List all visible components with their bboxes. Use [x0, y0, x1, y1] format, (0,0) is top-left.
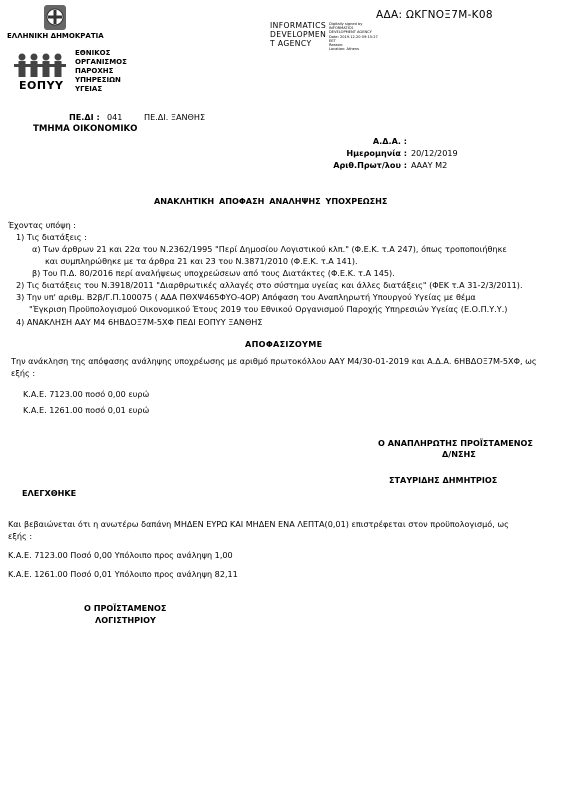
- country-name: ΕΛΛΗΝΙΚΗ ΔΗΜΟΚΡΑΤΙΑ: [7, 32, 104, 40]
- signer-line: INFORMATICS: [270, 21, 327, 30]
- signatory-name: ΣΤΑΥΡΙΔΗΣ ΔΗΜΗΤΡΙΟΣ: [389, 475, 498, 485]
- cert-line: Reason:: [329, 43, 344, 48]
- pedi-code: 041: [107, 112, 123, 122]
- clause-4: 4) ΑΝΑΚΛΗΣΗ ΑΑΥ Μ4 6ΗΒΔΟΞ7Μ-5ΧΦ ΠΕΔΙ ΕΟΠΥΥ ΞΑΝΘΗΣ: [16, 317, 263, 327]
- clause-3: 3) Την υπ' αριθμ. Β2β/Γ.Π.100075 ( ΑΔΑ ΠΘΧΨ465ΦΥΟ-4ΟΡ) Απόφαση του Αναπληρωτή Υπουργού Υγείας με θέμα: [16, 292, 476, 302]
- clause-3-cont: "Έγκριση Προϋπολογισμού Οικονομικού Έτους 2019 του Εθνικού Οργανισμού Παροχής Υπηρεσιών Υγείας (Ε.Ο.Π.Υ.Υ.): [29, 304, 508, 314]
- signatory-role: Ο ΑΝΑΠΛΗΡΩΤΗΣ ΠΡΟΪΣΤΑΜΕΝΟΣ: [378, 438, 533, 448]
- decision-text: Την ανάκληση της απόφασης ανάληψης υποχρέωσης με αριθμό πρωτοκόλλου ΑΑΥ Μ4/30-01-2019 και Α.Δ.Α. 6ΗΒΔΟΞ7Μ-5ΧΦ, ως: [11, 356, 537, 366]
- ada-label: Α.Δ.Α. :: [372, 136, 407, 146]
- greek-emblem-icon: [43, 4, 67, 31]
- org-line: ΟΡΓΑΝΙΣΜΟΣ: [75, 58, 127, 66]
- audit-text-cont: εξής :: [8, 531, 33, 541]
- org-line: ΕΘΝΙΚΟΣ: [75, 49, 111, 57]
- cert-line: INFORMATICS: [329, 26, 354, 31]
- audit-kae-line: Κ.Α.Ε. 1261.00 Ποσό 0,01 Υπόλοιπο προς ανάληψη 82,11: [8, 569, 238, 579]
- org-line: ΠΑΡΟΧΗΣ: [75, 67, 114, 75]
- cert-line: DEVELOPMENT AGENCY: [329, 30, 372, 35]
- decision-heading: ΑΠΟΦΑΣΙΖΟΥΜΕ: [245, 339, 323, 349]
- eopyy-logo: [11, 51, 69, 94]
- protocol-label: Αριθ.Πρωτ/λου :: [333, 160, 407, 170]
- signatory-role-cont: Δ/ΝΣΗΣ: [442, 449, 476, 459]
- decision-text-cont: εξής :: [11, 368, 36, 378]
- org-line: ΥΠΗΡΕΣΙΩΝ: [75, 76, 121, 84]
- clause-1a-cont: και συμπληρώθηκε με τα άρθρα 21 και 23 του Ν.3871/2010 (Φ.Ε.Κ. τ.Α 141).: [45, 256, 358, 266]
- checked-label: ΕΛΕΓΧΘΗΚΕ: [22, 488, 77, 498]
- cert-line: Date: 2019.12.20 09:15:27: [329, 34, 378, 39]
- date-value: 20/12/2019: [411, 148, 458, 158]
- clause-2: 2) Τις διατάξεις του Ν.3918/2011 "Διαρθρωτικές αλλαγές στο σύστημα υγείας και άλλες διατάξεις" (ΦΕΚ τ.Α 31-2/3/2011).: [16, 280, 523, 290]
- signer-name: [270, 21, 326, 49]
- kae-line: Κ.Α.Ε. 7123.00 ποσό 0,00 ευρώ: [23, 389, 150, 399]
- pedi-name: ΠΕ.ΔΙ. ΞΑΝΘΗΣ: [144, 112, 206, 122]
- intro-text: Έχοντας υπόψη :: [8, 220, 76, 230]
- protocol-value: ΑΑΑΥ Μ2: [411, 160, 448, 170]
- document-title: ΑΝΑΚΛΗΤΙΚΗ ΑΠΟΦΑΣΗ ΑΝΑΛΗΨΗΣ ΥΠΟΧΡΕΩΣΗΣ: [154, 196, 388, 206]
- signer-line: T AGENCY: [270, 39, 312, 49]
- kae-line: Κ.Α.Ε. 1261.00 ποσό 0,01 ευρώ: [23, 405, 150, 415]
- cert-line: Digitally signed by: [329, 22, 363, 26]
- accounting-head: Ο ΠΡΟΪΣΤΑΜΕΝΟΣ: [84, 603, 167, 613]
- cert-line: EET: [329, 38, 336, 43]
- department-title: ΤΜΗΜΑ ΟΙΚΟΝΟΜΙΚΟ: [33, 124, 138, 134]
- accounting-head-cont: ΛΟΓΙΣΤΗΡΙΟΥ: [95, 615, 156, 625]
- signature-certificate: [329, 22, 378, 51]
- org-line: ΥΓΕΙΑΣ: [75, 85, 103, 93]
- org-name: [75, 49, 127, 94]
- pedi-label: ΠΕ.ΔΙ :: [69, 112, 100, 122]
- audit-kae-line: Κ.Α.Ε. 7123.00 Ποσό 0,00 Υπόλοιπο προς ανάληψη 1,00: [8, 550, 233, 560]
- ada-header: ΑΔΑ: ΩΚΓΝΟΞ7Μ-Κ08: [376, 9, 493, 21]
- logo-text: ΕΟΠΥΥ: [19, 79, 64, 92]
- clause-1: 1) Τις διατάξεις :: [16, 232, 87, 242]
- signer-line: DEVELOPMEN: [270, 30, 327, 40]
- clause-1b: β) Του Π.Δ. 80/2016 περί αναλήψεως υποχρεώσεων από τους Διατάκτες (Φ.Ε.Κ. τ.Α 145).: [32, 268, 395, 278]
- clause-1a: α) Των άρθρων 21 και 22α του Ν.2362/1995 "Περί Δημοσίου Λογιστικού κλπ." (Φ.Ε.Κ. τ.Α 247), όπως τροποποιήθηκε: [32, 244, 507, 254]
- cert-line: Location: Athens: [329, 47, 359, 52]
- audit-text: Και βεβαιώνεται ότι η ανωτέρω δαπάνη ΜΗΔΕΝ ΕΥΡΩ ΚΑΙ ΜΗΔΕΝ ΕΝΑ ΛΕΠΤΑ(0,01) επιστρέφεται στον προϋπολογισμό, ως: [8, 519, 509, 529]
- date-label: Ημερομηνία :: [346, 148, 407, 158]
